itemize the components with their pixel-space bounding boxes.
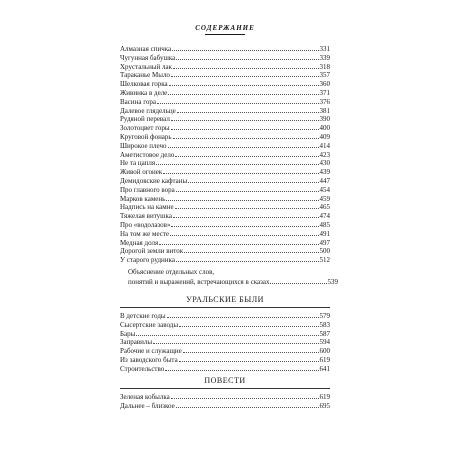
toc-entry xyxy=(120,185,330,194)
toc-entry xyxy=(120,329,330,338)
leader-dots xyxy=(171,392,319,399)
toc-entry xyxy=(120,401,330,410)
toc-entry xyxy=(120,106,330,115)
leader-dots xyxy=(156,158,318,165)
toc-entry-title: Дальнее – близкое xyxy=(120,401,175,410)
toc-entry-title: Чугунная бабушка xyxy=(120,53,176,62)
toc-entry-page: 587 xyxy=(319,329,330,338)
toc-entry-page: 318 xyxy=(319,62,330,71)
toc-entry-title: На том же месте xyxy=(120,229,170,238)
leader-dots xyxy=(157,97,318,104)
toc-entry-title: Рабочие и служащие xyxy=(120,347,182,356)
toc-entry xyxy=(120,355,330,364)
toc-entry-page: 497 xyxy=(319,238,330,247)
toc-entry-title: Бары xyxy=(120,329,136,338)
leader-dots xyxy=(177,106,319,113)
leader-dots xyxy=(166,194,318,201)
toc-entry xyxy=(120,346,330,355)
toc-entry-title: Рудяной перевал xyxy=(120,115,170,124)
toc-entry-page: 454 xyxy=(319,185,330,194)
leader-dots xyxy=(170,229,318,236)
leader-dots xyxy=(171,114,319,121)
toc-entry-title: В детские годы xyxy=(120,312,166,320)
leader-dots xyxy=(175,202,319,209)
toc-entry-page: 423 xyxy=(319,150,330,159)
leader-dots xyxy=(168,88,318,95)
toc-entry-page: 390 xyxy=(319,115,330,124)
toc-entry-title: Шелковая горка xyxy=(120,80,168,89)
leader-dots xyxy=(270,277,326,284)
toc-entry xyxy=(120,246,330,255)
toc-entry-page: 512 xyxy=(319,256,330,265)
toc-entry-title: Надпись на камне xyxy=(120,203,174,212)
toc-entry-title: Живинка в деле xyxy=(120,88,168,97)
tales-list xyxy=(120,44,330,264)
toc-entry-title: Дорогой земли виток xyxy=(120,247,184,256)
toc-entry-page: 339 xyxy=(319,53,330,62)
toc-entry xyxy=(120,53,330,62)
toc-entry-title: Аметистовое дело xyxy=(120,150,175,159)
toc-entry-title: Живой огонек xyxy=(120,168,163,177)
toc-entry-page: 474 xyxy=(319,212,330,221)
toc-entry xyxy=(120,97,330,106)
glossary-note-line1: Объяснение отдельных слов, xyxy=(128,268,215,276)
toc-entry-title: Хрустальный лак xyxy=(120,62,173,71)
leader-dots xyxy=(172,44,318,51)
toc-entry-title: Далевое глядельце xyxy=(120,106,176,115)
toc-entry xyxy=(120,255,330,264)
toc-entry-title: Широкое плечо xyxy=(120,141,167,150)
leader-dots xyxy=(171,70,319,77)
glossary-note xyxy=(120,268,338,286)
toc-entry-page: 465 xyxy=(319,203,330,212)
leader-dots xyxy=(176,53,318,60)
toc-entry-title: Медная доля xyxy=(120,238,159,247)
toc-entry-page: 360 xyxy=(319,80,330,89)
toc-entry-page: 439 xyxy=(319,168,330,177)
toc-entry-title: Из заводского быта xyxy=(120,355,178,364)
toc-entry xyxy=(120,88,330,97)
leader-dots xyxy=(188,176,318,183)
leader-dots xyxy=(171,123,319,130)
toc-entry xyxy=(120,392,330,401)
toc-entry-page: 600 xyxy=(319,347,330,356)
toc-entry xyxy=(120,202,330,211)
leader-dots xyxy=(176,255,319,262)
leader-dots xyxy=(136,329,318,336)
toc-entry xyxy=(120,220,330,229)
leader-dots xyxy=(163,167,318,174)
leader-dots xyxy=(159,238,318,245)
toc-entry xyxy=(120,364,330,373)
toc-entry xyxy=(120,320,330,329)
leader-dots xyxy=(173,211,319,218)
byli-list xyxy=(120,311,330,373)
leader-dots xyxy=(165,364,318,371)
toc-entry-page: 641 xyxy=(319,364,330,373)
toc-entry-page: 357 xyxy=(319,71,330,80)
leader-dots xyxy=(168,141,319,148)
toc-entry-title: Демидовские кафтаны xyxy=(120,176,188,185)
page-header: СОДЕРЖАНИЕ xyxy=(195,24,255,32)
toc-entry-page: 381 xyxy=(319,106,330,115)
glossary-note-line2: понятий и выражений, встречающихся в сказах xyxy=(128,277,270,286)
toc-entry-page: 619 xyxy=(319,393,330,401)
toc-entry-title: Сысертские заводы xyxy=(120,320,179,329)
toc-entry xyxy=(120,141,330,150)
toc-entry xyxy=(120,311,330,320)
toc-entry-title: Тараканье Мыло xyxy=(120,71,170,80)
section-title-byli: УРАЛЬСКИЕ БЫЛИ xyxy=(186,295,264,304)
leader-dots xyxy=(173,62,318,69)
toc-entry-title: Круговой фонарь xyxy=(120,132,172,141)
section-title-povesti: ПОВЕСТИ xyxy=(204,376,246,385)
toc-entry xyxy=(120,150,330,159)
leader-dots xyxy=(171,220,318,227)
toc-entry-title: Про главного вора xyxy=(120,185,175,194)
toc-entry-page: 376 xyxy=(319,97,330,106)
toc-entry-page: 594 xyxy=(319,338,330,347)
toc-entry-title: Строительство xyxy=(120,364,165,373)
toc-entry-title: Алмазная спичка xyxy=(120,45,172,53)
toc-entry xyxy=(120,132,330,141)
toc-entry-page: 491 xyxy=(319,229,330,238)
toc-entry-title: Золотоцвет горы xyxy=(120,124,170,133)
toc-entry xyxy=(120,62,330,71)
leader-dots xyxy=(179,320,318,327)
toc-entry-page: 619 xyxy=(319,355,330,364)
toc-entry-page: 459 xyxy=(319,194,330,203)
leader-dots xyxy=(179,355,319,362)
leader-dots xyxy=(169,79,319,86)
toc-entry-page: 371 xyxy=(319,88,330,97)
toc-entry xyxy=(120,238,330,247)
toc-entry-page: 500 xyxy=(319,247,330,256)
glossary-note-page: 539 xyxy=(327,277,338,286)
toc-entry xyxy=(120,114,330,123)
toc-entry xyxy=(120,167,330,176)
toc-entry-page: 695 xyxy=(319,401,330,410)
toc-entry-title: Васина гора xyxy=(120,97,157,106)
toc-entry-page: 447 xyxy=(319,176,330,185)
toc-entry xyxy=(120,44,330,53)
toc-entry xyxy=(120,229,330,238)
glossary-note-row xyxy=(128,277,338,286)
toc-entry xyxy=(120,79,330,88)
toc-entry-title: У старого рудника xyxy=(120,256,175,265)
toc-entry-title: Про «водолазов» xyxy=(120,220,171,229)
toc-entry-page: 331 xyxy=(319,45,330,53)
leader-dots xyxy=(167,311,319,318)
leader-dots xyxy=(153,337,318,344)
toc-entry-title: Зеленая кобылка xyxy=(120,393,170,401)
toc-entry-page: 430 xyxy=(319,159,330,168)
toc-entry xyxy=(120,158,330,167)
leader-dots xyxy=(184,246,318,253)
toc-entry-page: 409 xyxy=(319,132,330,141)
toc-entry xyxy=(120,194,330,203)
toc-entry-page: 485 xyxy=(319,220,330,229)
leader-dots xyxy=(183,346,319,353)
leader-dots xyxy=(173,132,319,139)
section-rule-byli xyxy=(120,307,330,308)
section-rule-povesti xyxy=(120,388,330,389)
toc-entry xyxy=(120,123,330,132)
toc-entry-page: 579 xyxy=(319,312,330,320)
toc-entry-page: 583 xyxy=(319,320,330,329)
leader-dots xyxy=(176,185,319,192)
toc-entry xyxy=(120,70,330,79)
toc-entry xyxy=(120,211,330,220)
leader-dots xyxy=(176,401,319,408)
leader-dots xyxy=(175,150,318,157)
toc-entry-title: Заправилы xyxy=(120,338,153,347)
toc-entry-page: 400 xyxy=(319,124,330,133)
toc-entry-title: Не та цапля xyxy=(120,159,156,168)
toc-entry-title: Тяжелая витушка xyxy=(120,212,172,221)
toc-entry xyxy=(120,176,330,185)
toc-entry xyxy=(120,337,330,346)
header-rule xyxy=(205,34,245,35)
toc-entry-title: Марков камень xyxy=(120,194,166,203)
povesti-list xyxy=(120,392,330,410)
toc-entry-page: 414 xyxy=(319,141,330,150)
